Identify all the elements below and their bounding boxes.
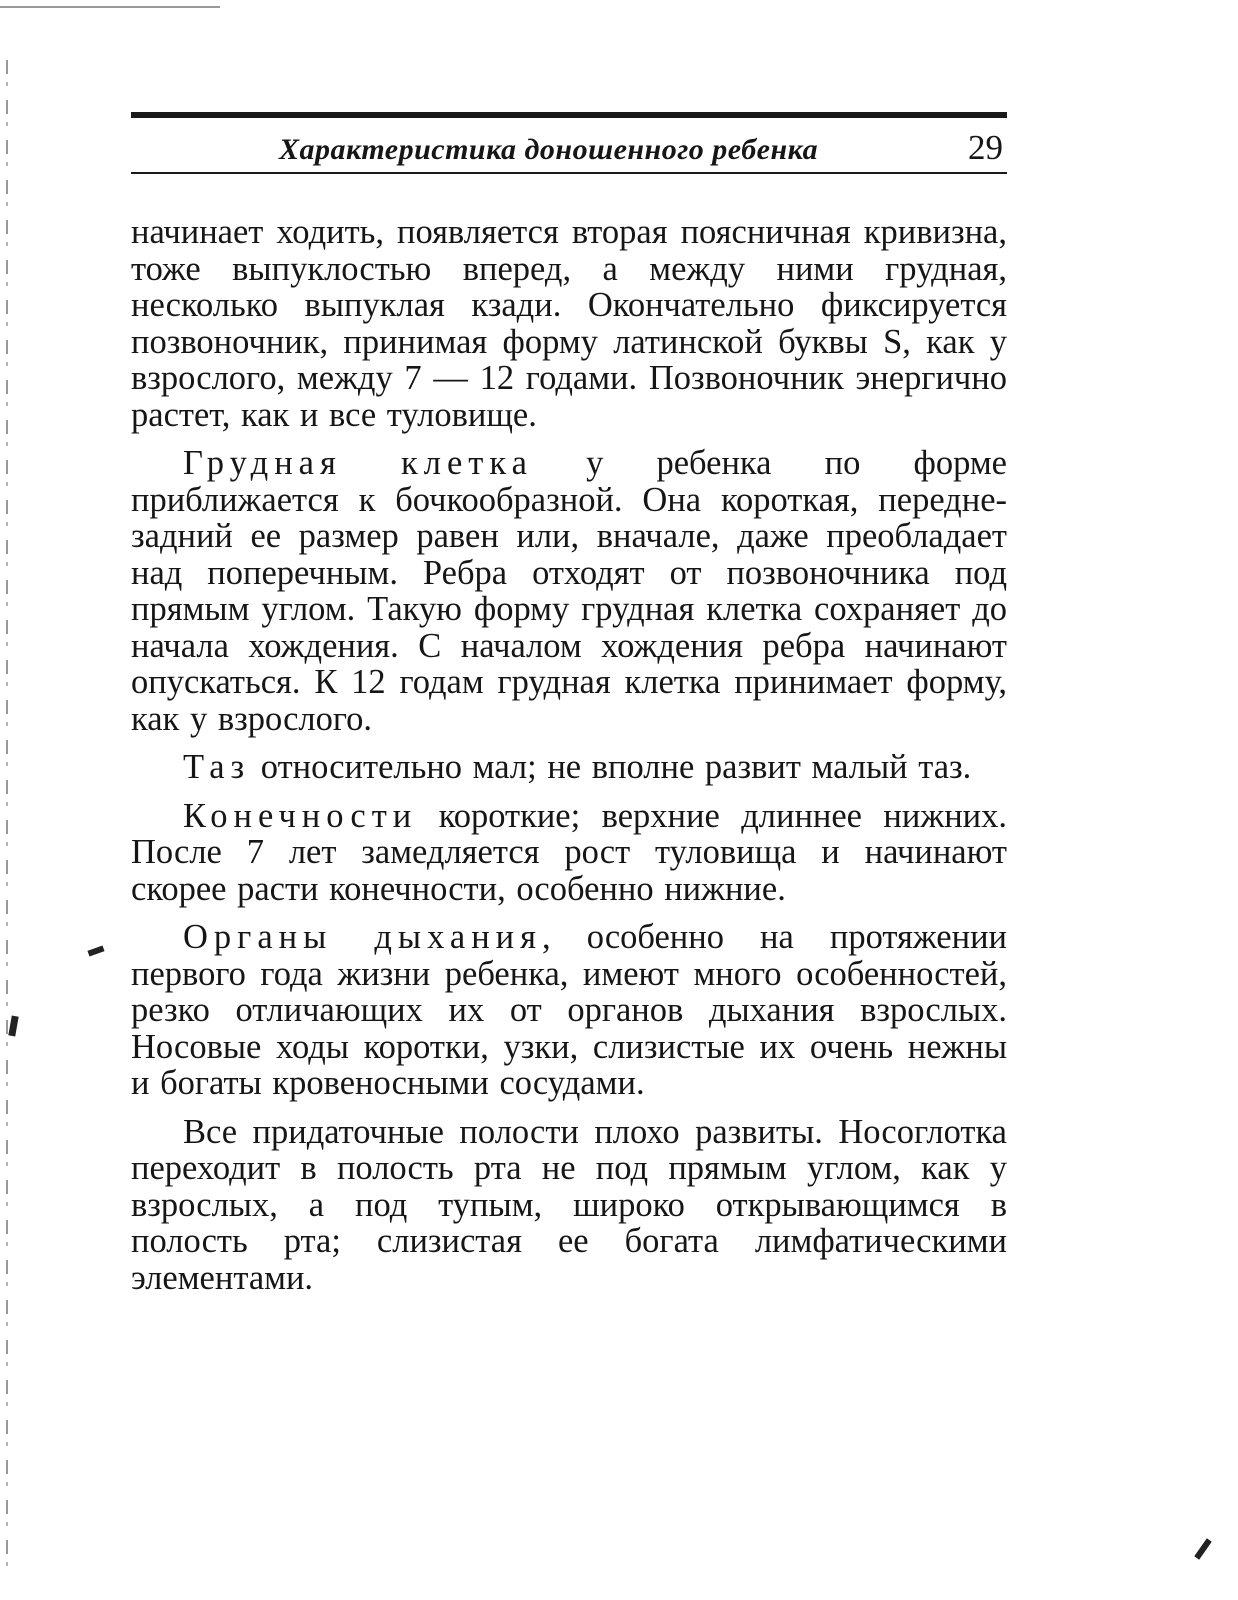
page-header: [131, 118, 1007, 172]
scan-edge-left: [6, 60, 8, 1580]
paragraph-text: короткие; верхние длиннее нижних. После 7 лет замедляется рост туловища и начинают скорее расти конечности, особенно нижние.: [131, 796, 1007, 908]
ink-speck: [8, 1016, 18, 1037]
paragraph-chest: [131, 445, 1007, 737]
ink-speck: [87, 945, 104, 956]
paragraph-text: Все придаточные полости плохо развиты. Носоглотка переходит в полость рта не под прямым углом, как у взрослых, а под тупым, широко открывающимся в полость рта; слизистая ее богата лимфатическими элементами.: [131, 1112, 1007, 1297]
section-term: Грудная клетка: [183, 444, 533, 482]
section-term: Таз: [183, 748, 251, 786]
paragraph-text: начинает ходить, появляется вторая поясничная кривизна, тоже выпуклостью вперед, а между ними грудная, несколько выпуклая кзади. Окончательно фиксируется позвоночник, принимая форму латинской буквы S, как у взрослого, между 7 — 12 годами. Позвоночник энергично растет, как и все туловище.: [131, 213, 1007, 434]
paragraph-text: относительно мал; не вполне развит малый таз.: [250, 748, 972, 786]
running-title: Характеристика доношенного ребенка: [279, 133, 819, 166]
page-number: 29: [968, 128, 1003, 167]
section-term: Органы дыхания: [183, 918, 542, 956]
scan-edge-top: [0, 6, 220, 8]
paragraph-respiratory: [131, 919, 1007, 1102]
paragraph-text: у ребенка по форме приближается к бочкообразной. Она короткая, передне-задний ее размер равен или, вначале, даже преобладает над поперечным. Ребра отходят от позвоночника под прямым углом. Такую форму грудная клетка сохраняет до начала хождения. С началом хождения ребра начинают опускаться. К 12 годам грудная клетка принимает форму, как у взрослого.: [131, 444, 1007, 738]
paragraph-sinuses: [131, 1114, 1007, 1297]
paragraph-spine: [131, 214, 1007, 433]
paragraph-text: , особенно на протяжении первого года жизни ребенка, имеют много особенностей, резко отличающих их от органов дыхания взрослых. Носовые ходы коротки, узки, слизистые их очень нежны и богаты кровеносными сосудами.: [131, 918, 1007, 1102]
book-page: [131, 112, 1007, 1308]
section-term: Конечности: [183, 796, 418, 835]
ink-speck: [1194, 1538, 1212, 1559]
paragraph-pelvis: [131, 749, 1007, 786]
paragraph-limbs: [131, 798, 1007, 908]
